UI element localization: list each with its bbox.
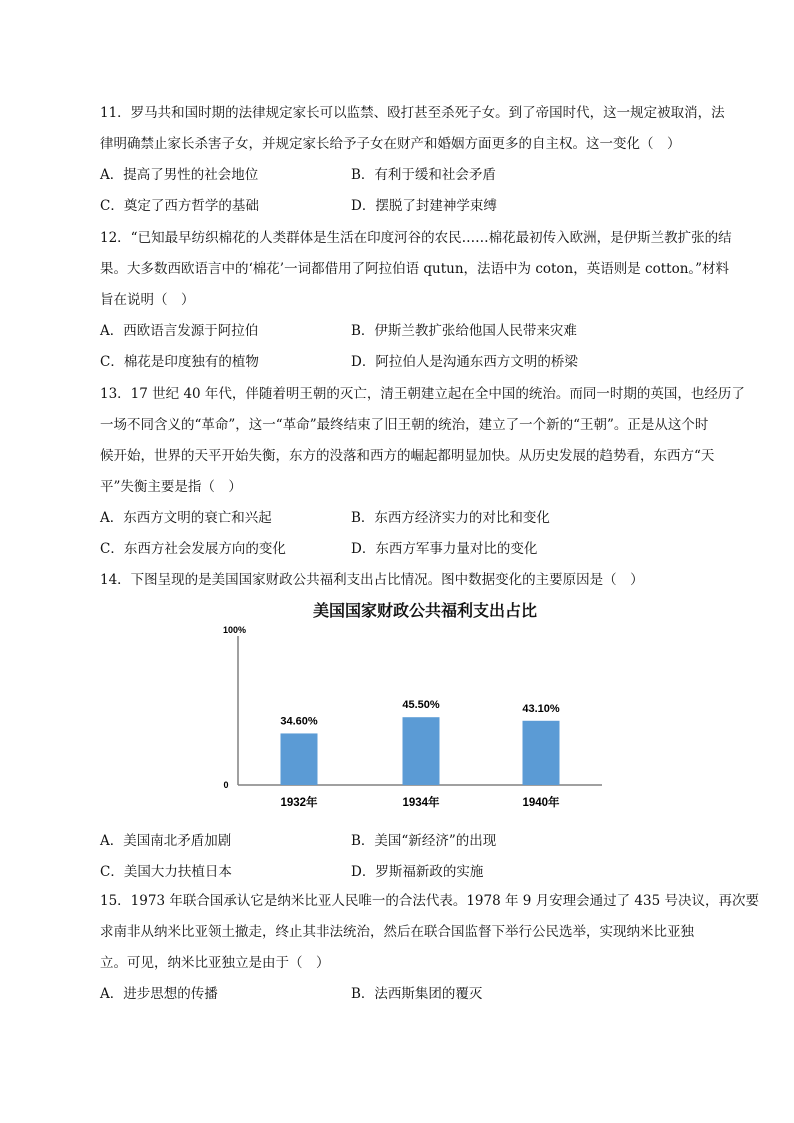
x-tick-label-1: 1932年 (280, 797, 318, 809)
option-row (100, 191, 720, 222)
option-c: C．奠定了西方哲学的基础 (100, 198, 259, 214)
option-d: D．阿拉伯人是沟通东西方文明的桥梁 (351, 354, 578, 370)
welfare-expenditure-chart (210, 598, 630, 816)
question-text-line: 果。大多数西欧语言中的‘棉花’一词都借用了阿拉伯语 qutun，法语中为 coton，英语则是 cotton。”材料 (100, 261, 730, 277)
bar-chart-svg (210, 598, 630, 816)
option-c: C．东西方社会发展方向的变化 (100, 541, 286, 557)
option-b: B．东西方经济实力的对比和变化 (351, 510, 550, 526)
data-label-3: 43.10% (522, 702, 560, 715)
question-11 (100, 98, 725, 222)
question-15 (100, 886, 759, 1010)
question-12 (100, 223, 732, 378)
question-14-options (100, 826, 720, 888)
question-text-line: 一场不同含义的“革命”，这一“革命”最终结束了旧王朝的统治，建立了一个新的“王朝”。正是从这个时 (100, 417, 709, 433)
question-text-line: 求南非从纳米比亚领土撤走，终止其非法统治，然后在联合国监督下举行公民选举，实现纳米比亚独 (100, 924, 694, 940)
option-a: A．进步思想的传播 (100, 986, 218, 1002)
option-row (100, 979, 720, 1010)
option-row (100, 347, 720, 378)
bar-1 (281, 733, 318, 785)
data-label-2: 45.50% (402, 699, 440, 712)
bar-2 (403, 717, 440, 785)
option-row (100, 160, 720, 191)
option-c: C．美国大力扶植日本 (100, 864, 232, 880)
y-tick-label-zero: 0 (223, 780, 229, 790)
x-tick-label-3: 1940年 (522, 797, 560, 809)
question-text-line: 立。可见，纳米比亚独立是由于（ ） (100, 955, 330, 971)
option-row (100, 503, 720, 534)
option-d: D．摆脱了封建神学束缚 (351, 198, 497, 214)
option-b: B．美国“新经济”的出现 (351, 833, 497, 849)
option-row (100, 826, 720, 857)
question-14 (100, 565, 720, 596)
option-d: D．罗斯福新政的实施 (351, 864, 484, 880)
question-text-line: 候开始，世界的天平开始失衡，东方的没落和西方的崛起都明显加快。从历史发展的趋势看，东西方“天 (100, 448, 715, 464)
x-tick-label-2: 1934年 (402, 797, 440, 809)
option-row (100, 534, 720, 565)
y-tick-label-top: 100% (222, 625, 246, 635)
question-text-line: 11．罗马共和国时期的法律规定家长可以监禁、殴打甚至杀死子女。到了帝国时代，这一规定被取消，法 (100, 105, 725, 121)
question-text-line: 15．1973 年联合国承认它是纳米比亚人民唯一的合法代表。1978 年 9 月安理会通过了 435 号决议，再次要 (100, 893, 759, 909)
question-text-line: 旨在说明（ ） (100, 292, 195, 308)
option-a: A．西欧语言发源于阿拉伯 (100, 323, 259, 339)
bar-group (280, 699, 560, 809)
question-text-line: 律明确禁止家长杀害子女，并规定家长给予子女在财产和婚姻方面更多的自主权。这一变化（ ） (100, 136, 681, 152)
option-c: C．棉花是印度独有的植物 (100, 354, 259, 370)
question-text-line: 平”失衡主要是指（ ） (100, 479, 242, 495)
question-text-line: 12．“已知最早纺织棉花的人类群体是生活在印度河谷的农民……棉花最初传入欧洲，是伊斯兰教扩张的结 (100, 230, 732, 246)
data-label-1: 34.60% (280, 715, 318, 728)
chart-title: 美国国家财政公共福利支出占比 (312, 601, 537, 620)
question-text-line: 14．下图呈现的是美国国家财政公共福利支出占比情况。图中数据变化的主要原因是（ ） (100, 572, 644, 588)
question-13 (100, 379, 745, 565)
option-row (100, 857, 720, 888)
option-b: B．法西斯集团的覆灭 (351, 986, 483, 1002)
option-a: A．东西方文明的衰亡和兴起 (100, 510, 272, 526)
option-b: B．有利于缓和社会矛盾 (351, 167, 496, 183)
option-row (100, 316, 720, 347)
option-a: A．美国南北矛盾加剧 (100, 833, 232, 849)
option-a: A．提高了男性的社会地位 (100, 167, 259, 183)
option-b: B．伊斯兰教扩张给他国人民带来灾难 (351, 323, 577, 339)
option-d: D．东西方军事力量对比的变化 (351, 541, 538, 557)
question-text-line: 13．17 世纪 40 年代，伴随着明王朝的灭亡，清王朝建立起在全中国的统治。而同一时期的英国，也经历了 (100, 386, 745, 402)
bar-3 (523, 721, 560, 785)
